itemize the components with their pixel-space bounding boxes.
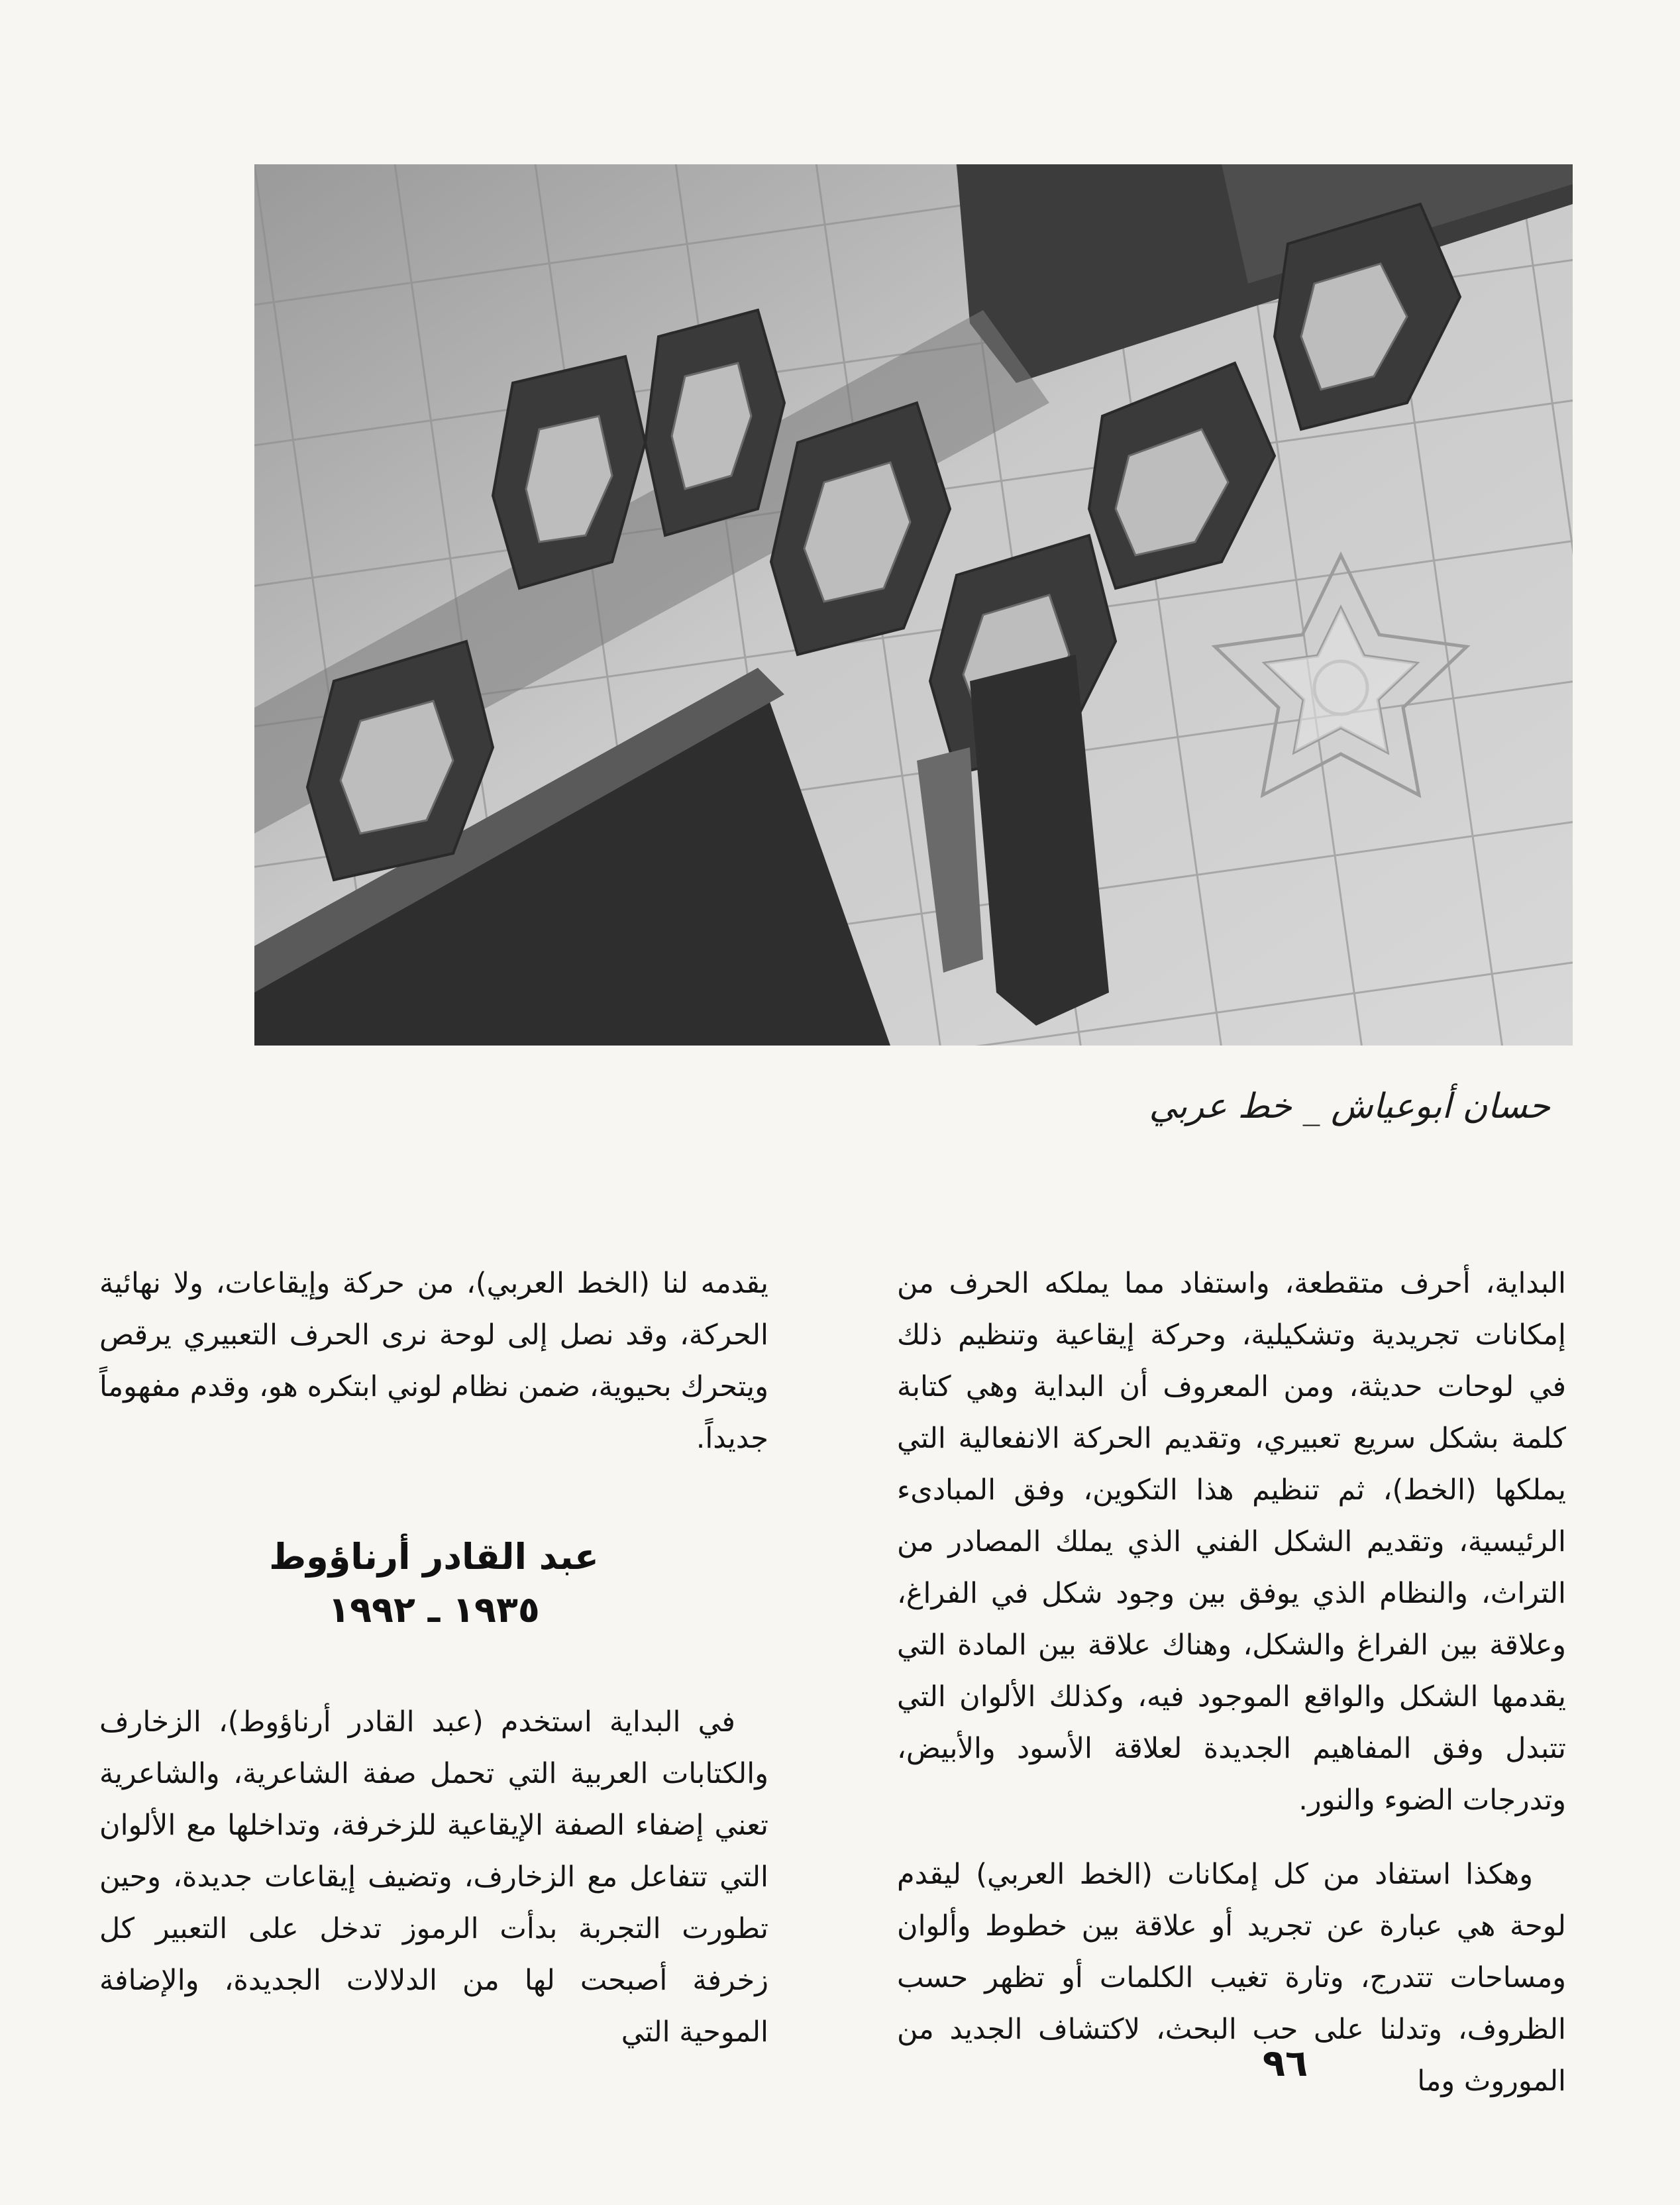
left-text-column: [99, 1258, 768, 1464]
artist-years: ١٩٣٥ ـ ١٩٩٢: [328, 1589, 540, 1631]
right-paragraph-1: البداية، أحرف متقطعة، واستفاد مما يملكه الحرف من إمكانات تجريدية وتشكيلية، وحركة إيقاعية وتنظيم ذلك في لوحات حديثة، ومن المعروف أن البداية وهي كتابة كلمة بشكل سريع تعبيري، وتقديم الحركة الانفعالية التي يملكها (الخط)، ثم تنظيم هذا التكوين، وفق المبادىء الرئيسية، وتقديم الشكل الفني الذي يملك المصادر من التراث، والنظام الذي يوفق بين وجود شكل في الفراغ، وعلاقة بين الفراغ والشكل، وهناك علاقة بين المادة التي يقدمها الشكل والواقع الموجود فيه، وكذلك الألوان التي تتبدل وفق المفاهيم الجديدة لعلاقة الأسود والأبيض، وتدرجات الضوء والنور.: [897, 1267, 1566, 1817]
artist-heading: [99, 1531, 768, 1637]
right-text-column: [897, 1258, 1566, 2107]
calligraphy-artwork: [254, 164, 1573, 1046]
right-paragraph-2: وهكذا استفاد من كل إمكانات (الخط العربي) ليقدم لوحة هي عبارة عن تجريد أو علاقة بين خطوط وألوان ومساحات تتدرج، وتارة تغيب الكلمات أو تظهر حسب الظروف، وتدلنا على حب البحث، لاكتشاف الجديد من الموروث وما: [897, 1858, 1566, 2098]
left-paragraph-1: يقدمه لنا (الخط العربي)، من حركة وإيقاعات، ولا نهائية الحركة، وقد نصل إلى لوحة نرى الحرف التعبيري يرقص ويتحرك بحيوية، ضمن نظام لوني ابتكره هو، وقدم مفهوماً جديداً.: [99, 1267, 768, 1455]
artist-name: عبد القادر أرناؤوط: [269, 1536, 599, 1578]
artwork-drawing: [254, 164, 1573, 1046]
left-text-column-2: [99, 1696, 768, 2058]
left-paragraph-2: في البداية استخدم (عبد القادر أرناؤوط)، الزخارف والكتابات العربية التي تحمل صفة الشاعرية، والشاعرية تعني إضفاء الصفة الإيقاعية للزخرفة، وتداخلها مع الألوان التي تتفاعل مع الزخارف، وتضيف إيقاعات جديدة، وحين تطورت التجربة بدأت الرموز تدخل على التعبير كل زخرفة أصبحت لها من الدلالات الجديدة، والإضافة الموحية التي: [99, 1705, 768, 2049]
artwork-caption: حسان أبوعياش _ خط عربي: [1149, 1087, 1550, 1126]
page-number: ٩٦: [1262, 2042, 1308, 2085]
